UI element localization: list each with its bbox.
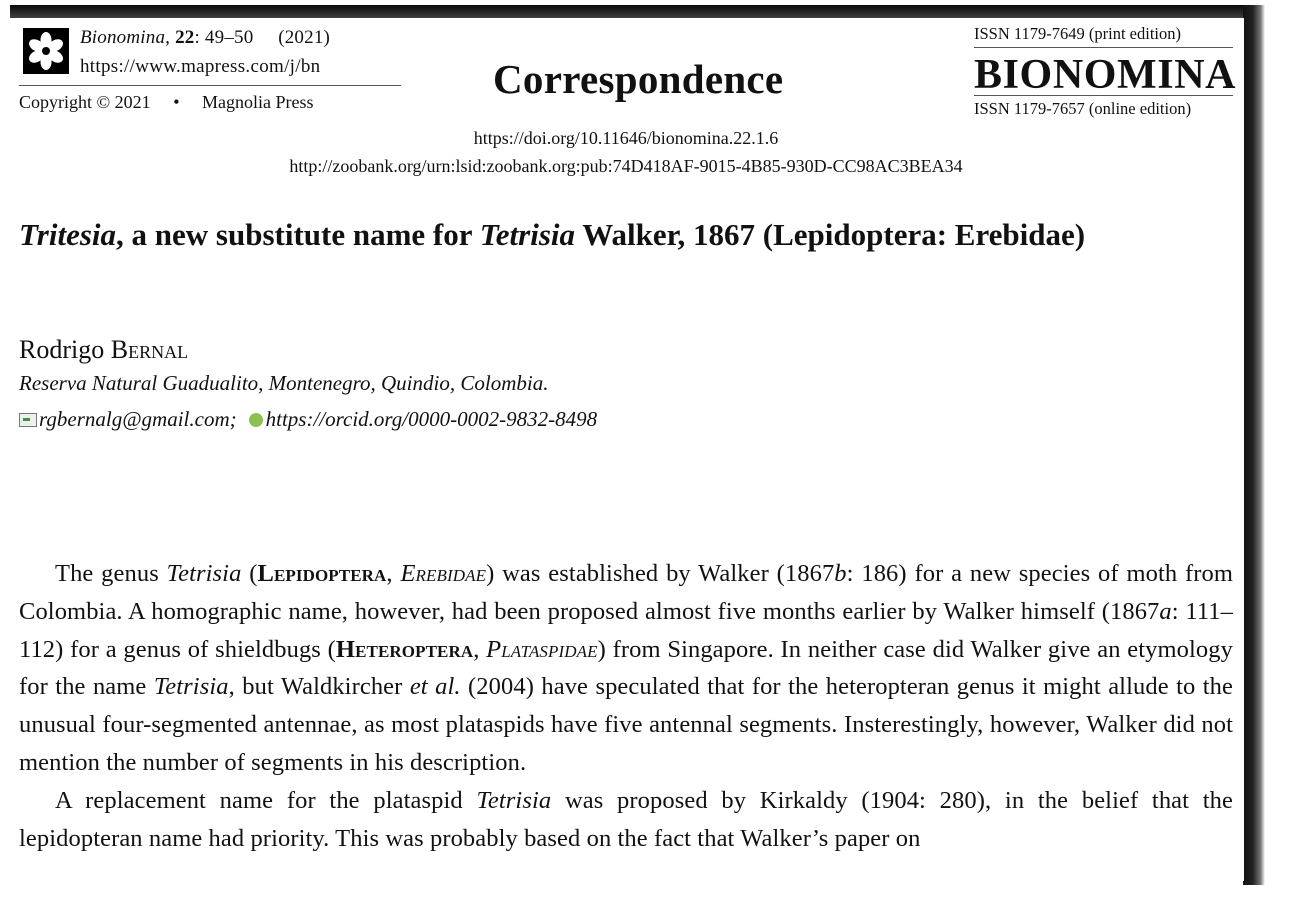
text-run: , but Waldkircher: [228, 673, 410, 701]
header-rule-left: [19, 85, 401, 86]
family-name: Plataspidae: [486, 635, 598, 663]
author-email[interactable]: rgbernalg@gmail.com;: [39, 407, 237, 431]
doi-link[interactable]: https://doi.org/10.11646/bionomina.22.1.6: [473, 128, 779, 148]
author-given-name: Rodrigo: [19, 335, 105, 364]
journal-pages: : 49–50: [194, 27, 254, 48]
page-shadow-top: [10, 5, 1265, 19]
author-name: [19, 335, 188, 365]
genus-name: Tetrisia: [476, 786, 552, 814]
et-al: et al.: [409, 673, 461, 701]
text-run: The genus: [55, 560, 167, 587]
journal-url-link[interactable]: https://www.mapress.com/j/bn: [80, 56, 321, 77]
title-end: Walker, 1867 (Lepidoptera: Erebidae): [575, 217, 1086, 252]
issn-print: ISSN 1179-7649 (print edition): [974, 24, 1181, 43]
bullet-separator: •: [173, 92, 180, 112]
section-heading: Correspondence: [493, 56, 784, 102]
text-run: : 111–112) for a genus of shieldbugs (: [19, 597, 1233, 663]
text-run: ,: [473, 635, 487, 663]
genus-name: Tetrisia: [166, 560, 242, 587]
copyright-text: Copyright © 2021: [19, 92, 151, 112]
author-affiliation: Reserva Natural Guadualito, Montenegro, Quindio, Colombia.: [19, 371, 549, 395]
header-rule-right-top: [974, 47, 1233, 48]
text-run: A replacement name for the plataspid: [55, 786, 477, 814]
text-run: (: [241, 560, 258, 587]
publisher-name: Magnolia Press: [202, 92, 314, 112]
journal-name: Bionomina,: [80, 27, 171, 48]
title-middle: , a new substitute name for: [116, 217, 480, 252]
header-rule-right-bottom: [974, 95, 1233, 96]
author-orcid[interactable]: https://orcid.org/0000-0002-9832-8498: [265, 407, 598, 431]
article-title: [19, 217, 1085, 253]
order-name: Lepidoptera: [257, 560, 387, 587]
article-body: [19, 555, 1233, 857]
author-family-name: Bernal: [110, 335, 189, 364]
flower-logo-icon: [23, 28, 69, 74]
citation-suffix: a: [1159, 597, 1172, 625]
issn-online: ISSN 1179-7657 (online edition): [974, 99, 1192, 118]
genus-name: Tetrisia: [153, 673, 229, 701]
journal-volume: 22: [175, 27, 195, 48]
paper-page: [8, 18, 1244, 881]
orcid-icon: [249, 413, 263, 427]
zoobank-link[interactable]: http://zoobank.org/urn:lsid:zoobank.org:pub:74D418AF-9015-4B85-930D-CC98AC3BEA34: [289, 156, 963, 176]
text-run: (2004) have speculated that for the heteropteran genus it might allude to the unusual four-segmented antennae, as most plataspids have five antennal segments. Insterestingly, however, Walker did not mention the number of segments in his description.: [19, 673, 1233, 776]
journal-year: (2021): [278, 27, 331, 48]
body-paragraph-1: [19, 555, 1233, 782]
text-run: ,: [386, 560, 401, 587]
text-run: : 186) for a new species of moth from Colombia. A homographic name, however, had been proposed almost five months earlier by Walker himself (1867: [19, 560, 1234, 625]
order-name: Heteroptera: [335, 635, 474, 663]
citation-suffix: b: [834, 560, 847, 587]
body-paragraph-2: [19, 782, 1233, 858]
author-contact: [19, 407, 597, 432]
title-old-genus: Tetrisia: [479, 217, 576, 252]
text-run: ) was established by Walker (1867: [486, 560, 835, 587]
page-shadow-right: [1243, 5, 1265, 885]
title-new-genus: Tritesia: [19, 217, 117, 252]
email-icon: [19, 413, 37, 427]
journal-wordmark: BIONOMINA: [974, 52, 1237, 98]
text-run: ) from Singapore. In neither case did Walker give an etymology for the name: [19, 635, 1233, 701]
text-run: was proposed by Kirkaldy (1904: 280), in the belief that the lepidopteran name had priority. This was probably based on the fact that Walker’s paper on: [19, 786, 1234, 852]
copyright-line: [19, 92, 314, 113]
journal-citation: [80, 27, 330, 49]
family-name: Erebidae: [400, 560, 487, 587]
